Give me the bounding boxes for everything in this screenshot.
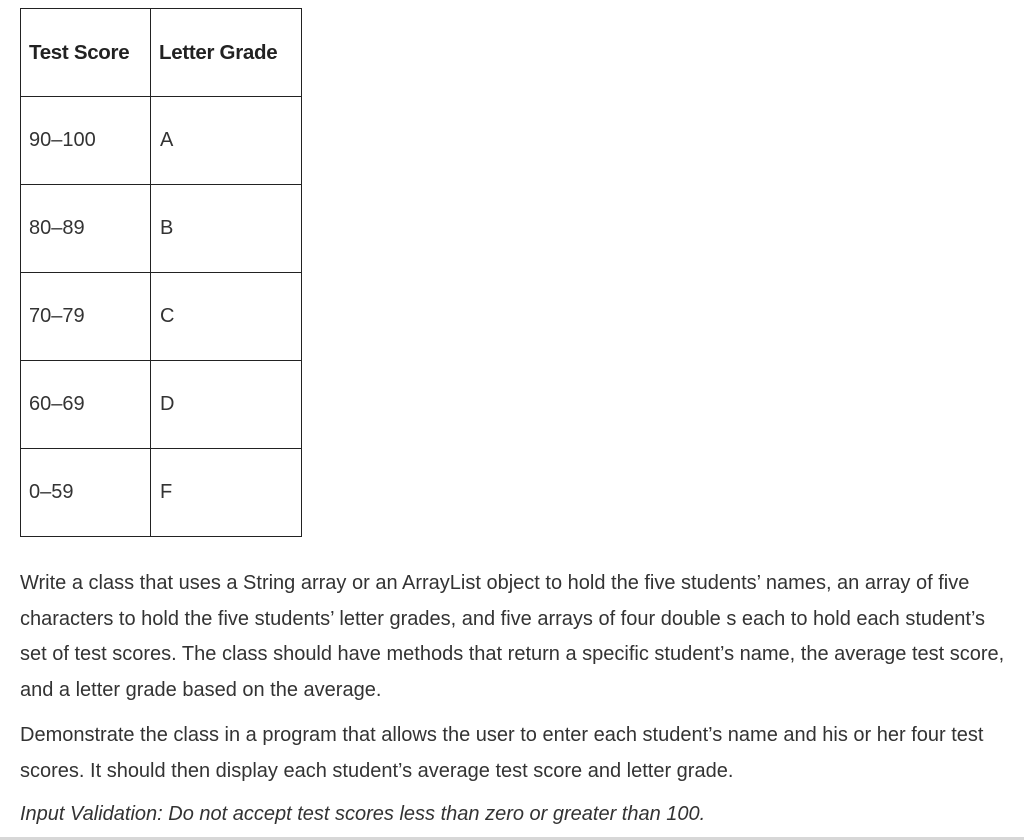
letter-grade-cell: B xyxy=(151,185,302,273)
table-row xyxy=(21,185,302,273)
header-letter-grade: Letter Grade xyxy=(151,9,302,97)
letter-grade-cell: F xyxy=(151,449,302,537)
table-row xyxy=(21,449,302,537)
table-row xyxy=(21,361,302,449)
class-description-paragraph: Write a class that uses a String array or an ArrayList object to hold the five students’ names, an array of five characters to hold the five students’ letter grades, and five arrays of four double s each to hold each student’s set of test scores. The class should have methods that return a specific student’s name, the average test score, and a letter grade based on the average. xyxy=(20,572,1005,701)
table-header-row xyxy=(21,9,302,97)
table-row xyxy=(21,97,302,185)
input-validation-paragraph: Input Validation: Do not accept test scores less than zero or greater than 100. xyxy=(20,803,706,825)
score-range-cell: 80–89 xyxy=(21,185,151,273)
score-range-cell: 0–59 xyxy=(21,449,151,537)
header-test-score: Test Score xyxy=(21,9,151,97)
score-range-cell: 90–100 xyxy=(21,97,151,185)
letter-grade-cell: D xyxy=(151,361,302,449)
demonstration-paragraph: Demonstrate the class in a program that allows the user to enter each student’s name and his or her four test scores. It should then display each student’s average test score and letter grade. xyxy=(20,724,984,782)
letter-grade-cell: A xyxy=(151,97,302,185)
score-range-cell: 60–69 xyxy=(21,361,151,449)
assignment-text xyxy=(20,566,1010,833)
table-row xyxy=(21,273,302,361)
letter-grade-cell: C xyxy=(151,273,302,361)
grade-table xyxy=(20,8,302,537)
score-range-cell: 70–79 xyxy=(21,273,151,361)
